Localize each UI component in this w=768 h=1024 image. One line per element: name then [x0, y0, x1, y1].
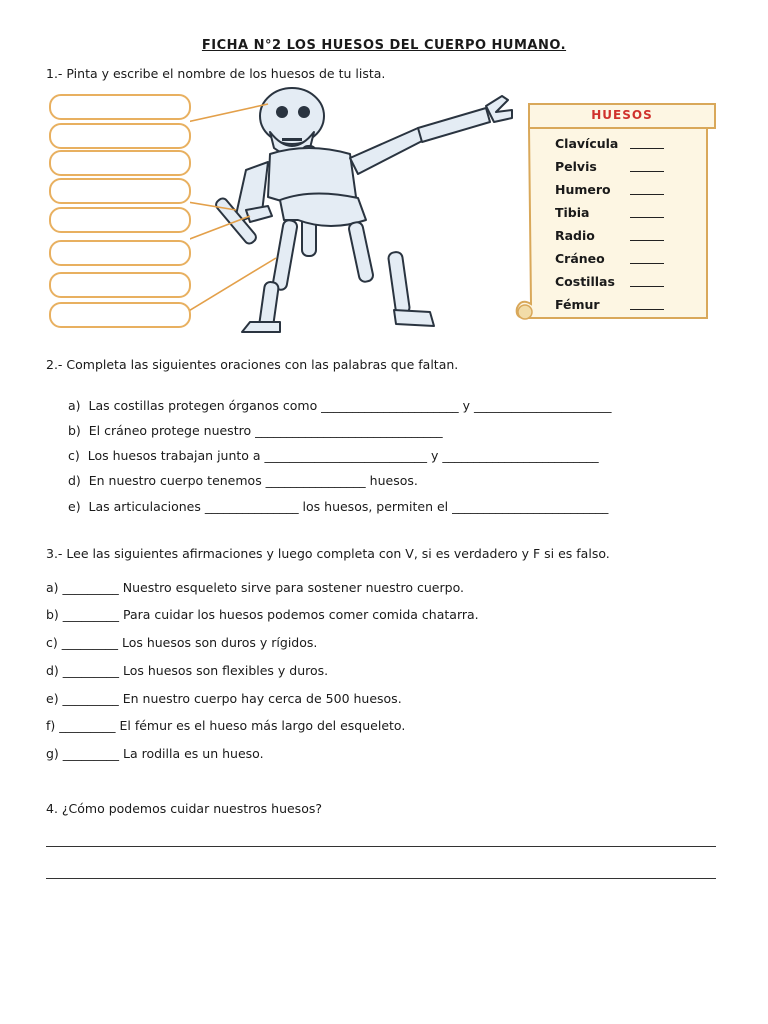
- label-box-8[interactable]: [49, 302, 191, 328]
- bone-blank-5[interactable]: [630, 240, 664, 241]
- bone-item-femur: Fémur: [555, 297, 600, 312]
- label-box-6[interactable]: [49, 240, 191, 266]
- skeleton-illustration: [190, 82, 520, 337]
- bone-blank-7[interactable]: [630, 286, 664, 287]
- bone-blank-3[interactable]: [630, 194, 664, 195]
- bones-panel-heading: HUESOS: [591, 108, 653, 122]
- label-box-5[interactable]: [49, 207, 191, 233]
- statement-f[interactable]: f) _________ El fémur es el hueso más largo del esqueleto.: [46, 718, 406, 733]
- sentence-a[interactable]: a) Las costillas protegen órganos como ______________________ y ______________________: [68, 398, 612, 413]
- statement-a[interactable]: a) _________ Nuestro esqueleto sirve para sostener nuestro cuerpo.: [46, 580, 464, 595]
- bone-item-pelvis: Pelvis: [555, 159, 597, 174]
- label-box-2[interactable]: [49, 123, 191, 149]
- label-box-1[interactable]: [49, 94, 191, 120]
- bone-blank-8[interactable]: [630, 309, 664, 310]
- skull-icon: [260, 88, 324, 144]
- bone-item-radio: Radio: [555, 228, 595, 243]
- statement-g[interactable]: g) _________ La rodilla es un hueso.: [46, 746, 264, 761]
- statement-e[interactable]: e) _________ En nuestro cuerpo hay cerca de 500 huesos.: [46, 691, 402, 706]
- sentence-b[interactable]: b) El cráneo protege nuestro ______________________________: [68, 423, 443, 438]
- sentence-c[interactable]: c) Los huesos trabajan junto a __________________________ y _________________________: [68, 448, 599, 463]
- statement-b[interactable]: b) _________ Para cuidar los huesos podemos comer comida chatarra.: [46, 607, 479, 622]
- page-title: FICHA N°2 LOS HUESOS DEL CUERPO HUMANO.: [201, 38, 567, 53]
- bone-blank-1[interactable]: [630, 148, 664, 149]
- bone-item-tibia: Tibia: [555, 205, 590, 220]
- bone-item-humero: Humero: [555, 182, 611, 197]
- answer-line-1[interactable]: [46, 846, 716, 847]
- bone-item-costillas: Costillas: [555, 274, 615, 289]
- bone-blank-6[interactable]: [630, 263, 664, 264]
- bone-item-clavicula: Clavícula: [555, 136, 619, 151]
- section1-instruction: 1.- Pinta y escribe el nombre de los huesos de tu lista.: [46, 66, 386, 81]
- section2-instruction: 2.- Completa las siguientes oraciones con las palabras que faltan.: [46, 357, 459, 372]
- bone-blank-2[interactable]: [630, 171, 664, 172]
- section3-instruction: 3.- Lee las siguientes afirmaciones y luego completa con V, si es verdadero y F si es falso.: [46, 546, 610, 561]
- bone-blank-4[interactable]: [630, 217, 664, 218]
- bones-list-panel: [511, 98, 718, 330]
- sentence-e[interactable]: e) Las articulaciones _______________ los huesos, permiten el _________________________: [68, 499, 609, 514]
- section4-question: 4. ¿Cómo podemos cuidar nuestros huesos?: [46, 801, 322, 816]
- statement-c[interactable]: c) _________ Los huesos son duros y rígidos.: [46, 635, 318, 650]
- sentence-d[interactable]: d) En nuestro cuerpo tenemos ________________ huesos.: [68, 473, 418, 488]
- scroll-shape-icon: [511, 98, 718, 330]
- statement-d[interactable]: d) _________ Los huesos son flexibles y duros.: [46, 663, 329, 678]
- label-box-3[interactable]: [49, 150, 191, 176]
- label-box-7[interactable]: [49, 272, 191, 298]
- label-box-4[interactable]: [49, 178, 191, 204]
- answer-line-2[interactable]: [46, 878, 716, 879]
- bone-item-craneo: Cráneo: [555, 251, 605, 266]
